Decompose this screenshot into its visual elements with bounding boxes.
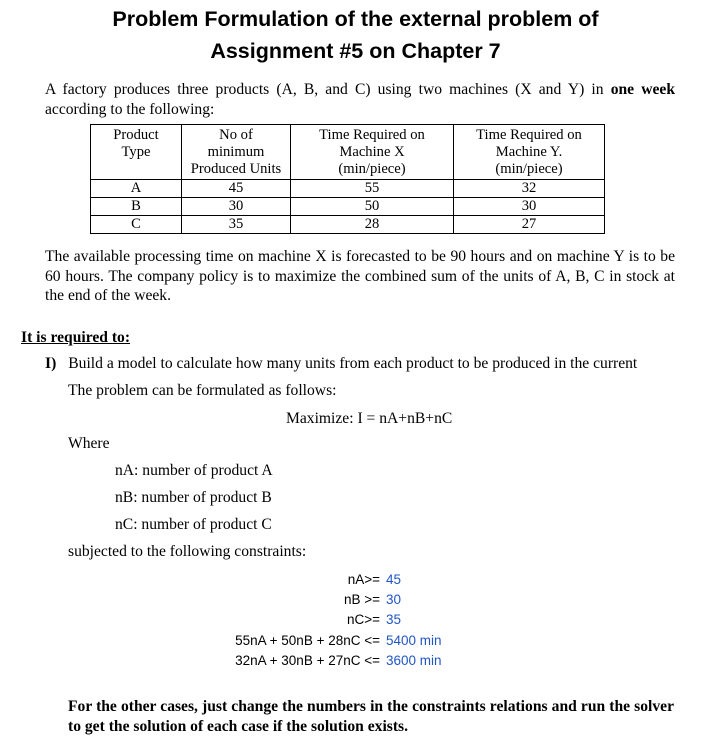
document-title-line-1: Problem Formulation of the external problem of — [112, 7, 599, 31]
table-cell: 28 — [291, 216, 454, 234]
table-cell: 45 — [182, 180, 291, 198]
intro-text: A factory produces three products (A, B, and C) using two machines (X and Y) in — [45, 81, 611, 98]
intro-paragraph — [45, 80, 675, 119]
constraint-lhs: nC>= — [346, 612, 380, 627]
intro-bold-text: one week — [610, 81, 675, 98]
constraint-rhs: 5400 min — [386, 633, 442, 648]
header-line: Machine X — [339, 144, 405, 160]
table-row — [91, 216, 605, 234]
availability-paragraph: The available processing time on machine X is forecasted to be 90 hours and on machine Y is to be 60 hours. The company policy is to maximize the combined sum of the units of A, B, C in stock at the end of the week. — [45, 248, 675, 304]
table-cell: 27 — [454, 216, 605, 234]
header-line: minimum — [207, 144, 265, 160]
table-cell: B — [91, 198, 182, 216]
table-cell: 55 — [291, 180, 454, 198]
constraint-rhs: 35 — [386, 612, 402, 627]
header-time-machine-x — [291, 125, 454, 180]
definition-nb: nB: number of product B — [115, 489, 272, 506]
definition-nc: nC: number of product C — [115, 516, 272, 533]
table-cell: 32 — [454, 180, 605, 198]
header-time-machine-y — [454, 125, 605, 180]
header-line: Type — [121, 144, 151, 160]
constraint-rhs: 45 — [386, 572, 402, 587]
header-line: Produced Units — [190, 161, 282, 177]
constraint-rhs: 30 — [386, 592, 402, 607]
required-heading: It is required to: — [21, 329, 131, 346]
document-title-line-2: Assignment #5 on Chapter 7 — [210, 39, 501, 63]
header-min-units — [182, 125, 291, 180]
objective-function: Maximize: I = nA+nB+nC — [286, 410, 453, 427]
production-table — [90, 124, 605, 234]
constraints-intro: subjected to the following constraints: — [68, 543, 307, 560]
table-cell: 30 — [454, 198, 605, 216]
header-line: No of — [219, 127, 253, 143]
header-line: Time Required on — [476, 127, 582, 143]
where-label: Where — [68, 435, 110, 452]
constraint-rhs: 3600 min — [386, 653, 442, 668]
table-cell: 50 — [291, 198, 454, 216]
formulation-intro: The problem can be formulated as follows: — [68, 382, 337, 399]
header-line: Machine Y. — [495, 144, 563, 160]
header-line: Time Required on — [319, 127, 425, 143]
constraint-lhs: nA>= — [347, 572, 380, 587]
definition-na: nA: number of product A — [115, 462, 273, 479]
table-row — [91, 180, 605, 198]
item-number: I) — [45, 355, 57, 372]
table-row — [91, 198, 605, 216]
header-line: (min/piece) — [338, 161, 406, 177]
constraint-lhs: 55nA + 50nB + 28nC <= — [235, 633, 380, 648]
requirement-item-1 — [45, 355, 637, 373]
table-header-row — [91, 125, 605, 180]
table-cell: 35 — [182, 216, 291, 234]
header-line: Product — [113, 127, 159, 143]
table-cell: A — [91, 180, 182, 198]
item-text: Build a model to calculate how many units from each product to be produced in the current — [68, 355, 638, 372]
header-product-type — [91, 125, 182, 180]
constraint-lhs: nB >= — [343, 592, 380, 607]
table-cell: C — [91, 216, 182, 234]
intro-text-end: according to the following: — [45, 100, 215, 118]
header-line: (min/piece) — [495, 161, 563, 177]
constraint-lhs: 32nA + 30nB + 27nC <= — [235, 653, 380, 668]
table-cell: 30 — [182, 198, 291, 216]
footer-note: For the other cases, just change the numbers in the constraints relations and run the solver to get the solution of each case if the solution exists. — [68, 698, 674, 735]
